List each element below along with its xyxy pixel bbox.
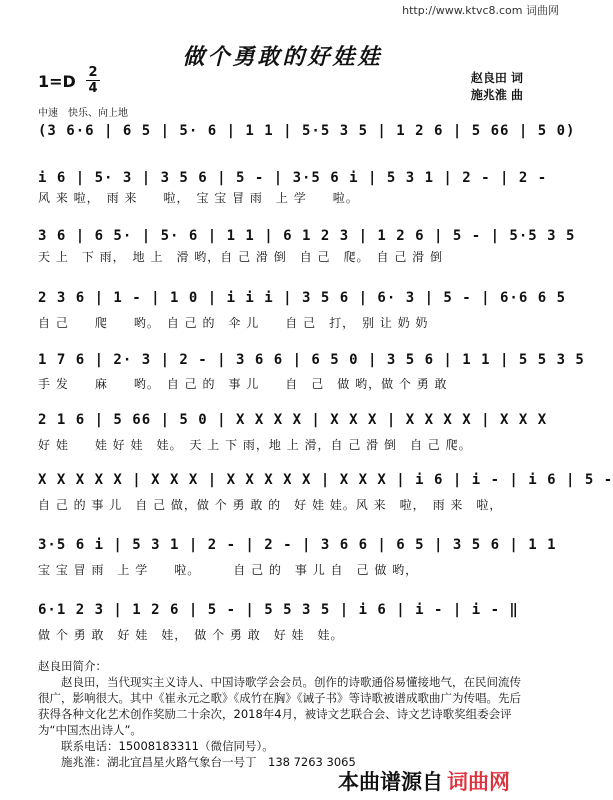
- credits: [471, 70, 523, 104]
- notation-row: 3·5 6 i | 5 3 1 | 2 - | 2 - | 3 6 6 | 6 5 | 3 5 6 | 1 1: [38, 537, 557, 553]
- intro-phone: 联系电话：15008183311（微信同号）。: [61, 739, 274, 753]
- notation-row: i 6 | 5· 3 | 3 5 6 | 5 - | 3·5 6 i | 5 3 1 | 2 - | 2 -: [38, 170, 548, 186]
- time-signature: [86, 66, 100, 95]
- lyrics-row: 自 己 爬 哟。 自 己 的 伞 儿 自 己 打， 别 让 奶 奶: [38, 316, 429, 330]
- meter-bottom: 4: [88, 81, 98, 96]
- lyrics-row: 风 来 啦， 雨 来 啦， 宝 宝 冒 雨 上 学 啦。: [38, 191, 359, 205]
- intro-body: 赵良田，当代现实主义诗人、中国诗歌学会会员。创作的诗歌通俗易懂接地气，在民间流传很广，影响很大。其中《崔永元之歌》《成竹在胸》《诫子书》等诗歌被谱成歌曲广为传唱。先后获得各种文化艺术创作奖励二十余次，2018年4月，被诗文艺联合会、诗文艺诗歌奖组委会评为“中国杰出诗人”。: [38, 675, 521, 737]
- lyrics-row: 手 发 麻 哟。 自 己 的 事 儿 自 己 做 哟，做 个 勇 敢: [38, 377, 448, 391]
- notation-row: 2 1 6 | 5 66 | 5 0 | X X X X | X X X | X X X X | X X X: [38, 412, 548, 428]
- lyrics-row: 做 个 勇 敢 好 娃 娃， 做 个 勇 敢 好 娃 娃。: [38, 628, 344, 642]
- lyrics-row: 好 娃 娃 好 娃 娃。 天 上 下 雨，地 上 滑，自 己 滑 倒 自 己 爬。: [38, 438, 472, 452]
- lyrics-row: 自 己 的 事 儿 自 己 做，做 个 勇 敢 的 好 娃 娃。风 来 啦， 雨 来 啦，: [38, 498, 503, 512]
- tempo-marking: 中速 快乐、向上地: [38, 108, 128, 119]
- composer-contact: 施兆淮：湖北宜昌星火路气象台一号丁 138 7263 3065: [61, 755, 356, 769]
- source-label: 本曲谱源自: [338, 770, 443, 794]
- meter-top: 2: [88, 65, 98, 80]
- lyrics-row: 天 上 下 雨， 地 上 滑 哟，自 己 滑 倒 自 己 爬。 自 己 滑 倒: [38, 250, 443, 264]
- song-title: 做个勇敢的好娃娃: [182, 44, 383, 70]
- site-url[interactable]: http://www.ktvc8.com 词曲网: [402, 4, 559, 17]
- notation-row: X X X X X | X X X | X X X X X | X X X | i 6 | i - | i 6 | 5 -: [38, 472, 613, 488]
- composer: 施兆淮 曲: [470, 88, 523, 102]
- author-intro: [38, 658, 528, 770]
- notation-row: 6·1 2 3 | 1 2 6 | 5 - | 5 5 3 5 | i 6 | i - | i - ‖: [38, 602, 519, 618]
- lyricist: 赵良田 词: [470, 71, 523, 85]
- lyrics-row: 宝 宝 冒 雨 上 学 啦。 自 己 的 事 儿 自 己 做 哟，: [38, 563, 419, 577]
- notation-row: 3 6 | 6 5· | 5· 6 | 1 1 | 6 1 2 3 | 1 2 6 | 5 - | 5·5 3 5: [38, 228, 576, 244]
- intro-heading: 赵良田简介：: [38, 659, 107, 673]
- notation-row: 1 7 6 | 2· 3 | 2 - | 3 6 6 | 6 5 0 | 3 5 6 | 1 1 | 5 5 3 5: [38, 352, 585, 368]
- key-signature: 1=D: [38, 72, 76, 91]
- notation-row: (3 6·6 | 6 5 | 5· 6 | 1 1 | 5·5 3 5 | 1 2 6 | 5 66 | 5 0): [38, 123, 576, 139]
- notation-row: 2 3 6 | 1 - | 1 0 | i i i | 3 5 6 | 6· 3 | 5 - | 6·6 6 5: [38, 290, 567, 306]
- site-logo[interactable]: 词曲网: [447, 770, 510, 794]
